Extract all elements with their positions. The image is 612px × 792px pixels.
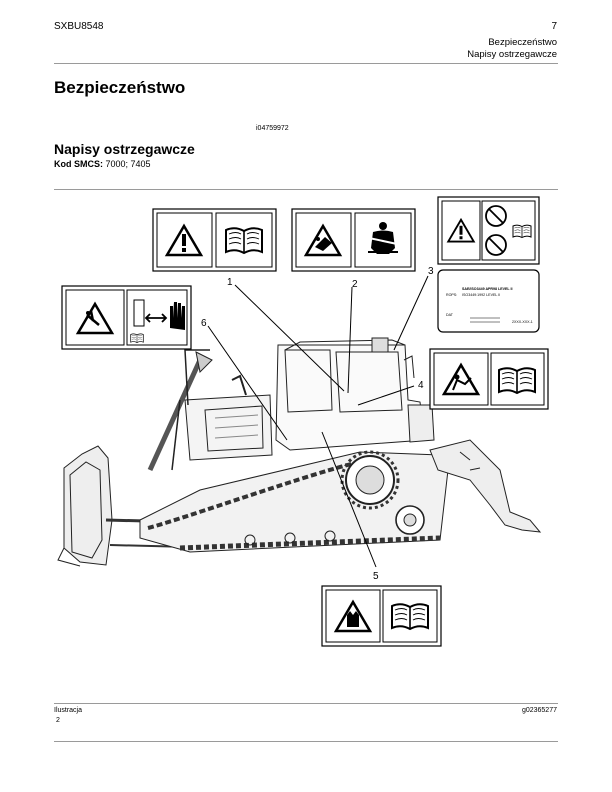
decal-seat-belt — [292, 209, 415, 271]
section-title: Bezpieczeństwo — [54, 78, 186, 97]
graphic-id: g02365277 — [521, 707, 557, 714]
decal-hand-hazard — [322, 586, 441, 646]
manual-book-icon — [226, 228, 262, 253]
smcs-label: Kod SMCS: — [54, 159, 103, 169]
callout-1: 1 — [227, 277, 233, 288]
rops-line-2: ISO3449:1992 LEVEL II — [462, 293, 501, 297]
manual-book-icon — [131, 334, 144, 343]
callout-5: 5 — [373, 571, 379, 582]
rops-label: ROPS: — [446, 293, 458, 297]
smcs-value: 7000; 7405 — [105, 159, 151, 169]
running-header-section: Bezpieczeństwo — [488, 37, 557, 48]
caption-divider-top — [54, 703, 558, 704]
callout-3: 3 — [428, 266, 434, 277]
figure-caption-number: 2 — [56, 717, 60, 724]
decal-prohibited-actions — [438, 197, 539, 264]
document-code: SXBU8548 — [54, 21, 104, 32]
page-number: 7 — [551, 21, 557, 32]
rops-dat: DAT — [446, 313, 453, 317]
decal-crush-hazard — [430, 349, 548, 409]
decal-moving-parts — [62, 286, 191, 349]
decal-rops-plate — [438, 270, 539, 332]
decal-read-manual — [153, 209, 276, 271]
reference-id: i04759972 — [256, 125, 289, 132]
caption-divider-bottom — [54, 741, 558, 742]
running-header-subsection: Napisy ostrzegawcze — [467, 49, 557, 60]
callout-2: 2 — [352, 279, 358, 290]
rops-serial: 2XXX-XXX-1 — [512, 320, 533, 324]
manual-book-icon — [499, 368, 535, 393]
manual-book-icon — [513, 225, 531, 237]
rops-line-1: SAE/ISO3449 APR98 LEVEL II — [462, 287, 513, 291]
callout-4: 4 — [418, 380, 424, 391]
subsection-title: Napisy ostrzegawcze — [54, 141, 195, 157]
callout-6: 6 — [201, 318, 207, 329]
manual-book-icon — [392, 604, 428, 629]
figure-caption-label: Ilustracja — [54, 707, 83, 714]
